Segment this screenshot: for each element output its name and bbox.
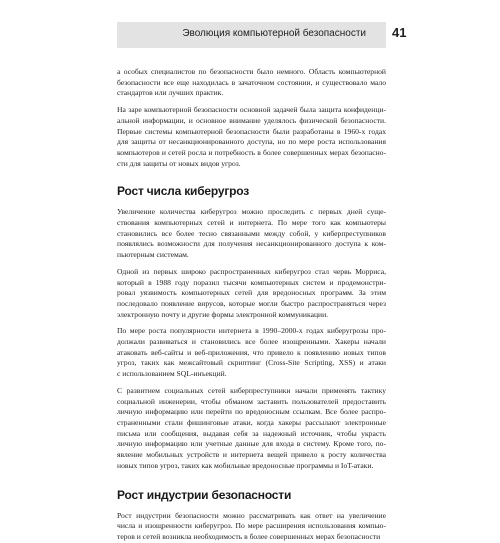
text-line: появлялись возможности для получения несанкционированного доступа к ком- [117,239,386,249]
text-line: для защиты от несанкционированного доступа, но по мере роста использования [117,137,386,147]
section-heading: Рост числа киберугроз [117,184,249,199]
text-line: Увеличение количества киберугроз можно проследить с первых дней суще- [117,207,386,217]
paragraph [117,267,386,321]
text-line: компьютеров и сетей росла и потребность в более совершенных мерах безопасно- [117,147,386,157]
text-line: электронную почту и другие формы электронной коммуникации. [117,309,329,319]
text-line: должали развиваться и становились все более изощренными. Хакеры начали [117,337,386,347]
text-line: социальной инженерии, чтобы обманом заставить пользователей предоставить [117,396,386,406]
text-line: страненными стали фишинговые атаки, когда хакеры рассылают электронные [117,417,386,427]
text-line: а особых специалистов по безопасности было немного. Область компьютерной [117,67,386,76]
text-line: По мере роста популярности интернета в 1990–2000-х годах киберугрозы про- [117,326,386,336]
text-line: сти для защиты от новых видов угроз. [117,158,241,168]
text-line: становились все более тесно связанными между собой, у киберпреступников [117,228,386,238]
running-header [117,22,386,48]
paragraph [117,105,386,169]
text-line: ровал уязвимость компьютерных сетей для вредоносных программ. За этим [117,288,386,298]
paragraph [117,386,386,472]
text-line: На заре компьютерной безопасности основной задачей была защита конфиденци- [117,105,386,115]
paragraph [117,207,386,261]
text-line: личную информацию или перейти по вредоносным ссылкам. Все более распро- [117,407,386,417]
chapter-title: Эволюция компьютерной безопасности [182,28,366,39]
text-line: Одной из первых широко распространенных киберугроз стал червь Морриса, [117,266,386,276]
text-line: письма или сообщения, выдавая себя за надежный источник, чтобы украсть [117,428,386,438]
text-line: пьютерным системам. [117,250,189,260]
text-line: с использованием SQL-инъекций. [117,369,227,379]
text-line: угроз, таких как межсайтовый скриптинг (Cross-Site Scripting, XSS) и атаки [117,358,386,368]
text-line: стандартов или лучших практик. [117,88,224,98]
text-line: который в 1988 году поразил тысячи компьютерных систем и продемонстри- [117,277,386,287]
text-line: явление мобильных устройств и интернета вещей привело к росту количества [117,450,386,460]
text-line: числа и изощренности киберугроз. По мере расширения использования компью- [117,521,386,531]
text-line: С развитием социальных сетей киберпреступники начали применять тактику [117,385,386,395]
paragraph [117,326,386,380]
text-line: теров и сетей возникла необходимость в более совершенных мерах безопасности [117,531,381,541]
text-line: атаковать веб-сайты и веб-приложения, что привело к появлению новых типов [117,347,386,357]
text-line: альной информации, и основное внимание уделялось физической безопасности. [117,115,386,125]
text-line: безопасности все еще находилась в зачаточном состоянии, и существовало мало [117,77,386,87]
paragraph [117,67,386,99]
section-heading: Рост индустрии безопасности [117,487,292,502]
text-line: Первые системы компьютерной безопасности были разработаны в 1960-х годах [117,126,386,136]
page-body [117,67,386,543]
text-line: ствования компьютерных сетей и интернета. По мере того как компьютеры [117,218,386,228]
page-number: 41 [392,25,407,40]
text-line: Рост индустрии безопасности можно рассматривать как ответ на увеличение [117,510,386,520]
text-line: последовало появление вирусов, которые могли быстро распространяться через [117,298,386,308]
text-line: личную информацию или учетные данные для входа в систему. Кроме того, по- [117,439,386,449]
text-line: новых типов угроз, таких как мобильные вредоносные программы и IoT-атаки. [117,460,374,470]
paragraph [117,511,386,543]
